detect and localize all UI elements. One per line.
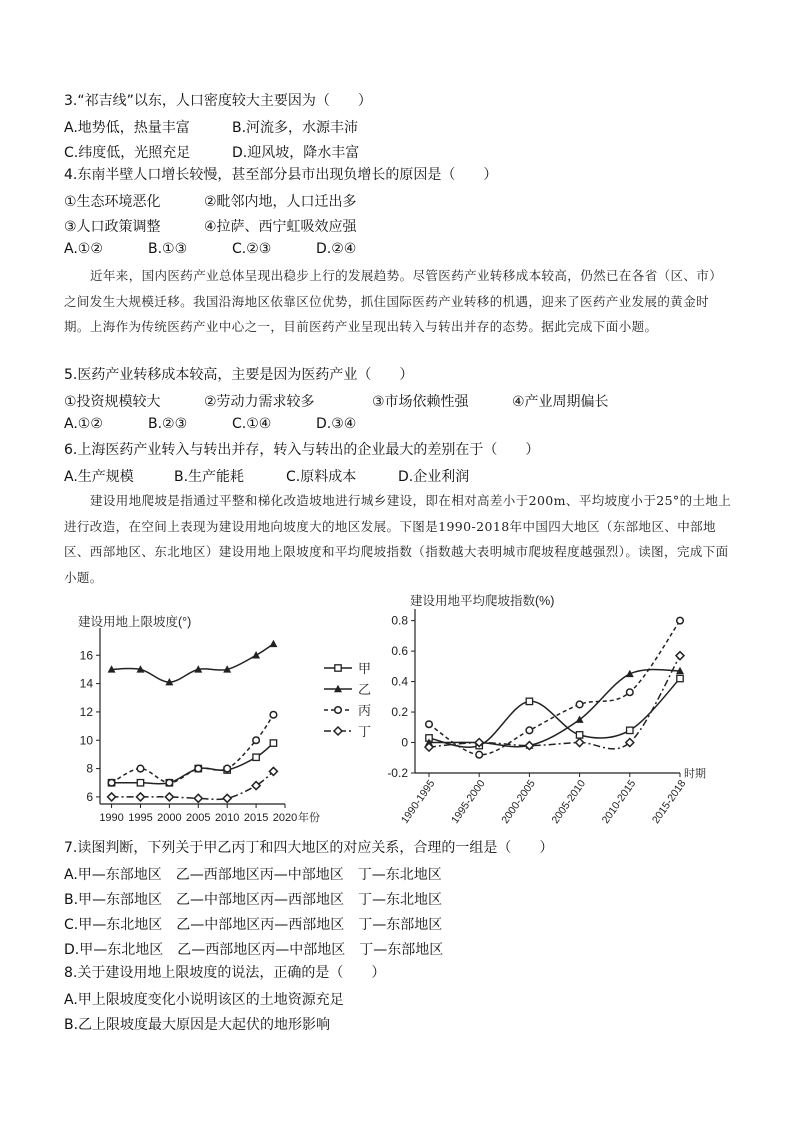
chart1-data-point <box>166 779 173 786</box>
chart2-data-point <box>677 675 683 681</box>
chart2-data-point <box>627 727 633 733</box>
q5-option-d: D.③④ <box>316 416 357 432</box>
climb-index-chart <box>380 585 720 845</box>
chart2-data-point <box>476 751 483 758</box>
chart1-data-point <box>108 779 115 786</box>
chart1-x-tick-label: 2000 <box>157 812 182 824</box>
q3-option-d: D.迎风坡，降水丰富 <box>232 145 360 161</box>
passage-slope: 建设用地爬坡是指通过平整和梯化改造坡地进行城乡建设，即在相对高差小于200m、平均坡度小于25°的土地上进行改造，在空间上表现为建设用地向坡度大的地区发展。下图是1990-2018年中国四大地区（东部地区、中部地区、西部地区、东北地区）建设用地上限坡度和平均爬坡指数（指数越大表明城市爬坡程度越强烈）。读图，完成下面小题。 <box>64 493 732 585</box>
chart1-x-tick-label: 2010 <box>214 812 240 824</box>
q7-option-b: B.甲—东部地区 乙—中部地区丙—西部地区 丁—东北地区 <box>64 892 443 908</box>
chart2-title: 建设用地平均爬坡指数(%) <box>410 594 555 608</box>
chart1-y-tick-label: 6 <box>86 789 93 804</box>
chart2-series-line <box>429 679 680 748</box>
chart1-series-line <box>112 771 274 799</box>
chart2-series-line <box>429 670 680 747</box>
chart2-x-tick-label: 2000-2005 <box>499 777 538 826</box>
chart1-data-point <box>252 782 260 790</box>
chart1-data-point <box>165 793 173 801</box>
chart1-x-tick-label: 1995 <box>128 812 153 824</box>
chart1-y-tick-label: 16 <box>79 648 93 663</box>
chart2-y-tick-label: -0.2 <box>387 766 408 780</box>
q6-option-b: B.生产能耗 <box>174 469 245 485</box>
chart1-data-point <box>252 651 260 658</box>
q4-item-3: ③人口政策调整 <box>64 219 161 235</box>
q5-option-b: B.②③ <box>148 416 188 432</box>
chart1-x-tick-label: 2015 <box>243 812 269 824</box>
chart1-data-point <box>136 793 144 801</box>
q4-option-d: D.②④ <box>316 241 357 257</box>
q8-stem: 8.关于建设用地上限坡度的说法，正确的是（ ） <box>64 965 386 981</box>
chart2-x-tick-label: 1995-2000 <box>449 777 488 826</box>
chart1-x-label: 年份 <box>298 812 320 824</box>
q4-stem: 4.东南半壁人口增长较慢，甚至部分县市出现负增长的原因是（ ） <box>64 167 498 183</box>
chart1-legend-label: 甲 <box>358 661 372 676</box>
q5-item-4: ④产业周期偏长 <box>512 394 609 410</box>
chart1-legend-marker <box>334 727 342 735</box>
q6-option-d: D.企业利润 <box>398 469 470 485</box>
chart1-data-point <box>253 754 259 760</box>
q5-option-a: A.①② <box>64 416 103 432</box>
chart2-y-tick-label: 0.8 <box>391 613 408 628</box>
chart1-data-point <box>137 780 143 786</box>
chart2-data-point <box>576 701 583 708</box>
q4-item-4: ④拉萨、西宁虹吸效应强 <box>204 219 357 235</box>
q4-option-b: B.①③ <box>148 241 188 257</box>
q6-option-a: A.生产规模 <box>64 469 134 485</box>
chart1-y-tick-label: 10 <box>79 733 93 748</box>
chart2-series-line <box>429 621 680 755</box>
chart1-data-point <box>194 794 202 802</box>
chart1-data-point <box>269 640 277 647</box>
chart2-data-point <box>677 617 684 624</box>
q7-option-d: D.甲—东北地区 乙—西部地区丙—中部地区 丁—东部地区 <box>64 942 444 958</box>
chart2-data-point <box>576 732 582 738</box>
chart2-data-point <box>627 689 634 696</box>
q6-stem: 6.上海医药产业转入与转出并存，转入与转出的企业最大的差别在于（ ） <box>64 442 540 458</box>
chart2-y-tick-label: 0.2 <box>391 705 408 720</box>
q5-option-c: C.①④ <box>232 416 272 432</box>
q5-item-1: ①投资规模较大 <box>64 394 161 410</box>
chart2-data-point <box>526 698 532 704</box>
chart1-y-tick-label: 12 <box>79 704 93 719</box>
chart2-data-point <box>526 727 533 734</box>
chart1-legend-label: 丙 <box>358 703 372 718</box>
chart1-legend-marker <box>335 665 341 671</box>
q4-item-2: ②毗邻内地，人口迁出多 <box>204 194 357 210</box>
chart2-x-tick-label: 2005-2010 <box>549 777 589 826</box>
chart2-x-tick-label: 1990-1995 <box>398 777 438 826</box>
q7-option-c: C.甲—东北地区 乙—中部地区丙—西部地区 丁—东部地区 <box>64 917 443 933</box>
q3-option-c: C.纬度低，光照充足 <box>64 145 191 161</box>
chart2-y-tick-label: 0 <box>401 735 408 750</box>
chart1-legend-label: 乙 <box>358 682 372 697</box>
q4-item-1: ①生态环境恶化 <box>64 194 161 210</box>
chart2-data-point <box>676 652 684 660</box>
chart1-data-point <box>195 765 202 772</box>
passage-pharma: 近年来，国内医药产业总体呈现出稳步上行的发展趋势。尽管医药产业转移成本较高，仍然已在各省（区、市）之间发生大规模迁移。我国沿海地区依靠区位优势，抓住国际医药产业转移的机遇，迎来了医药产业发展的黄金时期。上海作为传统医药产业中心之一，目前医药产业呈现出转入与转出并存的态势。据此完成下面小题。 <box>64 268 723 334</box>
chart1-series-line <box>112 715 274 783</box>
q3-option-b: B.河流多，水源丰沛 <box>232 120 359 136</box>
q8-option-a: A.甲上限坡度变化小说明该区的土地资源充足 <box>64 992 344 1008</box>
q7-stem: 7.读图判断，下列关于甲乙丙丁和四大地区的对应关系，合理的一组是（ ） <box>64 840 554 856</box>
chart1-data-point <box>223 794 231 802</box>
chart2-y-tick-label: 0.6 <box>391 644 408 659</box>
chart2-x-tick-label: 2015-2018 <box>649 777 689 826</box>
q5-stem: 5.医药产业转移成本较高，主要是因为医药产业（ ） <box>64 367 414 383</box>
chart1-x-tick-label: 2020 <box>272 812 298 824</box>
chart2-y-tick-label: 0.4 <box>391 674 408 689</box>
chart1-series-line <box>112 644 274 682</box>
chart2-x-label: 时期 <box>684 768 706 780</box>
chart1-data-point <box>224 765 231 772</box>
q5-item-3: ③市场依赖性强 <box>372 394 469 410</box>
chart1-y-tick-label: 14 <box>79 676 93 691</box>
chart1-data-point <box>270 711 277 718</box>
q5-item-2: ②劳动力需求较多 <box>204 394 315 410</box>
q6-option-c: C.原料成本 <box>286 469 357 485</box>
chart1-data-point <box>108 793 116 801</box>
q3-option-a: A.地势低，热量丰富 <box>64 120 190 136</box>
chart1-y-tick-label: 8 <box>86 761 93 776</box>
chart1-legend-marker <box>335 707 342 714</box>
q7-option-a: A.甲—东部地区 乙—西部地区丙—中部地区 丁—东北地区 <box>64 867 442 883</box>
chart2-data-point <box>426 721 433 728</box>
chart1-data-point <box>253 737 260 744</box>
upper-slope-chart <box>60 600 395 832</box>
chart2-x-tick-label: 2010-2015 <box>599 777 639 826</box>
chart1-x-tick-label: 1990 <box>99 812 124 824</box>
chart1-x-tick-label: 2005 <box>186 812 211 824</box>
chart1-legend-label: 丁 <box>358 724 372 739</box>
chart1-data-point <box>137 765 144 772</box>
q3-stem: 3.“祁吉线”以东，人口密度较大主要因为（ ） <box>64 93 372 109</box>
q8-option-b: B.乙上限坡度最大原因是大起伏的地形影响 <box>64 1017 331 1033</box>
chart1-data-point <box>270 740 276 746</box>
chart2-data-point <box>576 739 584 747</box>
chart1-title: 建设用地上限坡度(°) <box>78 615 192 629</box>
q4-option-c: C.②③ <box>232 241 272 257</box>
q4-option-a: A.①② <box>64 241 103 257</box>
